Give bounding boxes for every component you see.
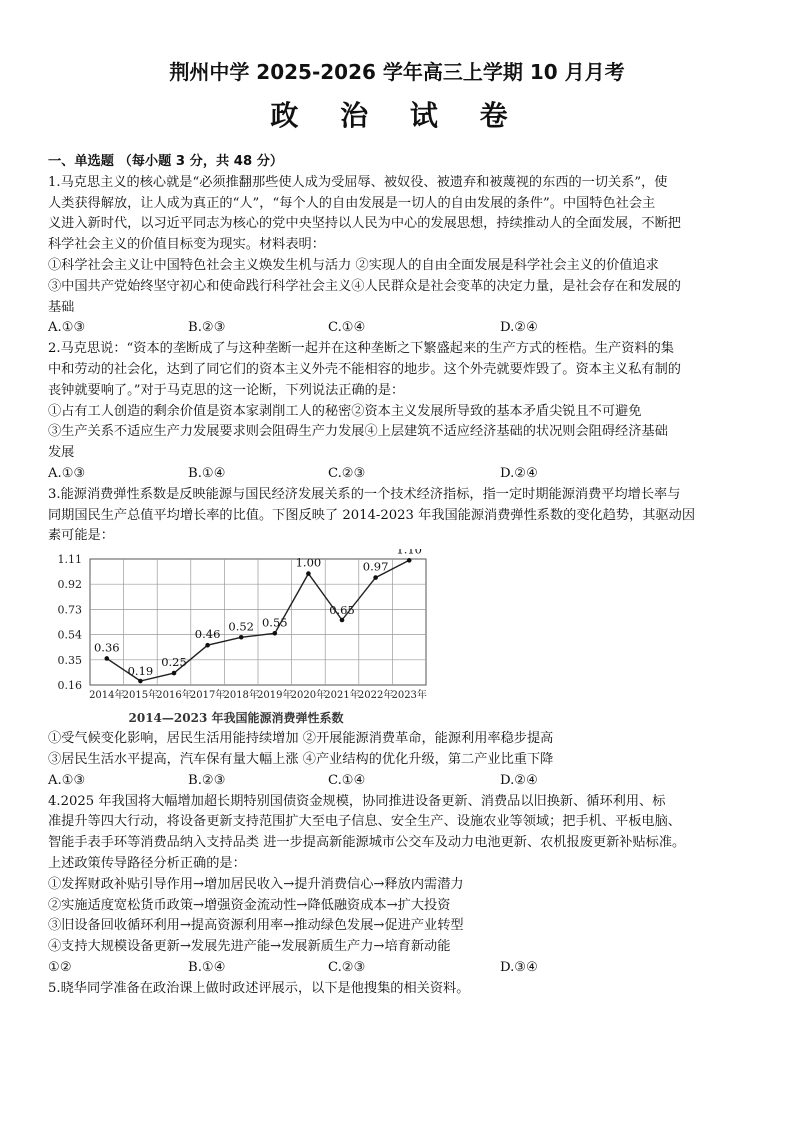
q4-options — [48, 958, 758, 979]
q1-line: 科学社会主义的价值目标变为现实。材料表明： — [48, 237, 325, 253]
q4-line: 4.2025 年我国将大幅增加超长期特别国债资金规模，协同推进设备更新、消费品以旧换新、循环利用、标 — [48, 793, 666, 809]
data-label: 1.00 — [295, 555, 322, 570]
q1-line: 义进入新时代，以习近平同志为核心的党中央坚持以人民为中心的发展思想，持续推动人的全面发展，不断把 — [48, 216, 681, 232]
q3-options — [48, 771, 758, 792]
q3-line: 3.能源消费弹性系数是反映能源与国民经济发展关系的一个技术经济指标，指一定时期能源消费平均增长率与 — [48, 486, 681, 502]
q4-line: ③旧设备回收循环利用→提高资源利用率→推动绿色发展→促进产业转型 — [48, 918, 464, 934]
chart-svg — [50, 549, 430, 727]
q1-option-b: B.②③ — [188, 320, 226, 336]
x-tick-label: 2014年 — [89, 690, 125, 702]
x-tick-label: 2020年 — [290, 690, 327, 702]
q1-line: ③中国共产党始终坚守初心和使命践行科学社会主义④人民群众是社会变革的决定力量，是社会存在和发展的 — [48, 278, 681, 294]
q2-option-c: C.②③ — [328, 465, 366, 481]
y-tick-label: 0.92 — [57, 578, 82, 592]
q2-line: ①占有工人创造的剩余价值是资本家剥削工人的秘密②资本主义发展所导致的基本矛盾尖锐且不可避免 — [48, 403, 642, 419]
question-3 — [48, 485, 758, 792]
y-tick-label: 0.73 — [57, 603, 82, 617]
q4-option-b: B.①④ — [188, 959, 226, 975]
q4-option-c: C.②③ — [328, 959, 366, 975]
data-point — [306, 571, 311, 576]
q1-line: 基础 — [48, 299, 75, 315]
x-tick-label: 2016年 — [156, 690, 192, 702]
data-point — [172, 671, 177, 676]
energy-elasticity-chart — [50, 549, 430, 727]
q1-line: 人类获得解放，让人成为真正的“人”，“每个人的自由发展是一切人的自由发展的条件”。中国特色社会主 — [48, 195, 656, 211]
q1-line: 1.马克思主义的核心就是“必须推翻那些使人成为受屈辱、被奴役、被遗弃和被蔑视的东西的一切关系”，使 — [48, 174, 668, 190]
q2-line: 中和劳动的社会化，达到了同它们的资本主义外壳不能相容的地步。这个外壳就要炸毁了。资本主义私有制的 — [48, 361, 681, 377]
x-tick-label: 2017年 — [189, 690, 226, 702]
data-label: 0.52 — [228, 619, 255, 634]
chart-x-tick-labels — [89, 688, 427, 701]
q2-option-a: A.①③ — [48, 465, 86, 481]
q5-line: 5.晓华同学准备在政治课上做时政述评展示，以下是他搜集的相关资料。 — [48, 980, 470, 996]
q4-line: ①发挥财政补贴引导作用→增加居民收入→提升消费信心→释放内需潜力 — [48, 876, 464, 892]
x-tick-label: 2023年 — [391, 690, 427, 702]
data-label: 0.55 — [261, 615, 288, 630]
chart-y-tick-labels — [58, 553, 83, 692]
x-tick-label: 2022年 — [357, 690, 394, 702]
section-heading: 一、单选题 （每小题 3 分，共 48 分） — [48, 154, 284, 169]
x-tick-label: 2015年 — [122, 690, 159, 702]
q2-option-b: B.①④ — [188, 465, 226, 481]
data-point — [407, 558, 412, 563]
exam-content — [48, 152, 758, 1000]
data-point — [239, 635, 244, 640]
question-2 — [48, 339, 758, 485]
q4-option-d: D.③④ — [500, 959, 538, 975]
q3-option-a: A.①③ — [48, 772, 86, 788]
question-5 — [48, 979, 758, 1000]
y-tick-label: 0.54 — [57, 628, 82, 642]
data-point — [138, 679, 143, 684]
y-tick-label: 0.16 — [57, 679, 82, 693]
chart-title: 2014—2023 年我国能源消费弹性系数 — [128, 711, 344, 726]
y-tick-label: 1.11 — [57, 553, 82, 567]
q2-line: ③生产关系不适应生产力发展要求则会阻碍生产力发展④上层建筑不适应经济基础的状况则会阻碍经济基础 — [48, 424, 668, 440]
q2-line: 丧钟就要响了。”对于马克思的这一论断，下列说法正确的是： — [48, 382, 405, 398]
data-point — [340, 618, 345, 623]
data-point — [105, 656, 110, 661]
data-label: 1.10 — [396, 549, 423, 557]
q4-line: ④支持大规模设备更新→发展先进产能→发展新质生产力→培育新动能 — [48, 939, 451, 955]
data-point — [205, 643, 210, 648]
exam-subtitle: 政 治 试 卷 — [270, 99, 524, 132]
q4-line: 智能手表手环等消费品纳入支持品类 进一步提高新能源城市公交车及动力电池更新、农机报废更新补贴标准。 — [48, 835, 686, 851]
q2-line: 2.马克思说：“资本的垄断成了与这种垄断一起并在这种垄断之下繁盛起来的生产方式的桎梏。生产资料的集 — [48, 341, 674, 357]
q3-line: ①受气候变化影响，居民生活用能持续增加 ②开展能源消费革命，能源利用率稳步提高 — [48, 731, 554, 747]
x-tick-label: 2019年 — [257, 690, 293, 702]
data-point — [273, 631, 278, 636]
q1-option-a: A.①③ — [48, 320, 86, 336]
q4-line: 准提升等四大行动，将设备更新支持范围扩大至电子信息、安全生产、设施农业等领域；把手机、平板电脑、 — [48, 814, 681, 830]
q2-options — [48, 464, 758, 485]
data-label: 0.19 — [127, 664, 154, 679]
question-1 — [48, 173, 758, 339]
q3-option-c: C.①④ — [328, 772, 366, 788]
data-label: 0.36 — [93, 640, 120, 655]
data-label: 0.97 — [362, 559, 389, 574]
data-point — [373, 575, 378, 580]
q3-option-d: D.②④ — [500, 772, 538, 788]
question-4 — [48, 792, 758, 979]
exam-title: 荆州中学 2025-2026 学年高三上学期 10 月月考 — [169, 60, 625, 84]
q3-option-b: B.②③ — [188, 772, 226, 788]
q4-line: ②实施适度宽松货币政策→增强资金流动性→降低融资成本→扩大投资 — [48, 897, 451, 913]
y-tick-label: 0.35 — [57, 653, 82, 667]
q1-option-d: D.②④ — [500, 320, 538, 336]
x-tick-label: 2021年 — [324, 690, 360, 702]
data-label: 0.25 — [161, 655, 187, 670]
data-label: 0.65 — [329, 603, 355, 618]
q1-options — [48, 318, 758, 339]
q3-line: 素可能是： — [48, 528, 114, 544]
q2-line: 发展 — [48, 445, 75, 461]
q3-line: ③居民生活水平提高，汽车保有量大幅上涨 ④产业结构的优化升级，第二产业比重下降 — [48, 751, 554, 767]
data-label: 0.46 — [194, 627, 221, 642]
q3-line: 同期国民生产总值平均增长率的比值。下图反映了 2014-2023 年我国能源消费弹性系数的变化趋势，其驱动因 — [48, 507, 696, 523]
q4-option-a: ①② — [48, 959, 72, 975]
q1-option-c: C.①④ — [328, 320, 366, 336]
x-tick-label: 2018年 — [223, 690, 259, 702]
q2-option-d: D.②④ — [500, 465, 538, 481]
q4-line: 上述政策传导路径分析正确的是： — [48, 855, 246, 871]
q1-line: ①科学社会主义让中国特色社会主义焕发生机与活力 ②实现人的自由全面发展是科学社会主义的价值追求 — [48, 257, 659, 273]
